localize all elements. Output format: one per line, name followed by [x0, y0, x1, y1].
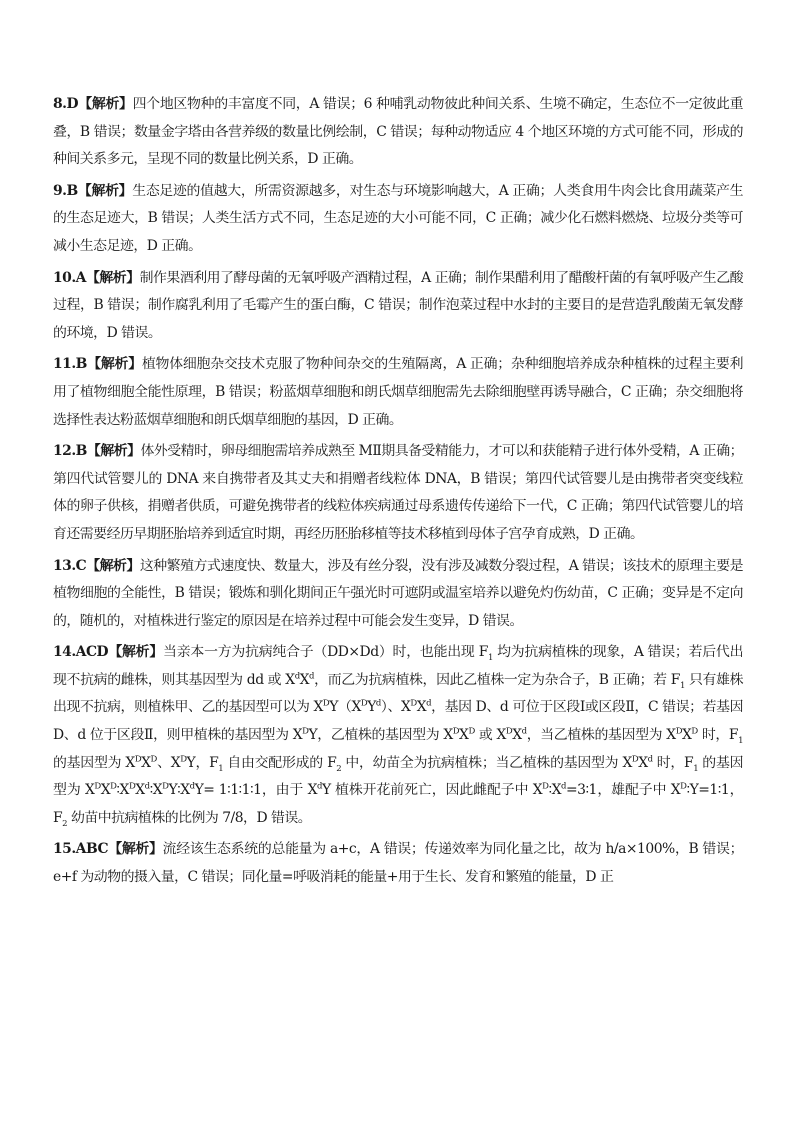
explanation-text: 体外受精时，卵母细胞需培养成熟至 MⅡ期具备受精能力，才可以和获能精子进行体外受精，A 正确；第四代试管婴儿的 DNA 来自携带者及其丈夫和捐赠者线粒体 DNA，B 错误；第四代试管婴儿是由携带者突变线粒体的卵子供核，捐赠者供质，可避免携带者的线粒体疾病通过母系遗传传递给下一代，C 正确；第四代试管婴儿的培育还需要经历早期胚胎培养到适宜时期，再经历胚胎移植等技术移植到母体子宫孕育成熟，D 正确。	[53, 443, 743, 542]
answer-explanation-document	[53, 91, 743, 892]
explanation-text: Y= 1∶1∶1∶1，由于 X	[194, 782, 318, 799]
superscript: d	[317, 781, 322, 792]
explanation-text: ）、X	[380, 699, 411, 716]
subscript: 2	[336, 763, 342, 774]
analysis-label: 【解析】	[108, 841, 163, 858]
explanation-text: 的基因型为 X	[53, 754, 743, 799]
explanation-text: Y（X	[329, 699, 361, 716]
superscript: D	[150, 754, 157, 765]
superscript: D	[410, 698, 417, 709]
question-explanation	[53, 553, 743, 636]
subscript: 1	[487, 653, 493, 664]
analysis-label: 【解析】	[86, 557, 140, 574]
explanation-text: 植物体细胞杂交技术克服了物种间杂交的生殖隔离，A 正确；杂种细胞培养成杂种植株的过程主要利用了植物细胞全能性原理，B 错误；粉蓝烟草细胞和朗氏烟草细胞需先去除细胞壁再诱导融合，C 正确；杂交细胞将选择性表达粉蓝烟草细胞和朗氏烟草细胞的基因，D 正确。	[53, 356, 743, 428]
explanation-text: X	[682, 727, 692, 744]
question-answer: 12.B	[53, 443, 87, 460]
question-answer: 15.ABC	[53, 841, 108, 858]
question-explanation	[53, 178, 743, 261]
superscript: D	[134, 754, 142, 765]
explanation-text: ∶X	[548, 782, 562, 799]
superscript: D	[162, 781, 169, 792]
superscript: D	[94, 781, 101, 792]
explanation-text: X	[135, 782, 145, 799]
explanation-text: ∶Y=1∶1， F	[53, 782, 743, 826]
explanation-text: 时，F	[697, 727, 739, 744]
superscript: D	[110, 781, 117, 792]
explanation-text: 的基因型为 X	[53, 754, 135, 771]
question-explanation	[53, 91, 743, 174]
subscript: 2	[62, 818, 68, 829]
explanation-text: X	[141, 754, 151, 771]
analysis-label: 【解析】	[86, 443, 141, 460]
analysis-label: 【解析】	[86, 356, 142, 373]
superscript: D	[542, 781, 549, 792]
explanation-text: ∶X	[149, 782, 163, 799]
explanation-text: Y，F	[186, 754, 219, 771]
explanation-text: =3∶1，雄配子中 X	[565, 782, 681, 799]
superscript: d	[144, 781, 150, 792]
superscript: d	[189, 781, 195, 792]
superscript: d	[294, 671, 300, 682]
explanation-text: ，基因 D、d 可位于区段Ⅰ或区段Ⅱ，C 错误；若基因 D、d 位于区段Ⅱ，则甲植株的基因型为 X	[53, 699, 743, 744]
subscript: 1	[738, 735, 743, 746]
superscript: d	[426, 698, 432, 709]
explanation-text: 当亲本一方为抗病纯合子（DD×Dd）时，也能出现 F	[163, 644, 488, 661]
superscript: D	[691, 726, 698, 737]
superscript: d	[647, 754, 653, 765]
explanation-text: ∶X	[116, 782, 129, 799]
question-answer: 8.D	[53, 96, 79, 112]
question-answer: 14.ACD	[53, 644, 109, 661]
explanation-text: 四个地区物种的丰富度不同，A 错误；6 种哺乳动物彼此种间关系、生境不确定，生态位不一定彼此重叠，B 错误；数量金字塔由各营养级的数量比例绘制，C 错误；每种动物适应 4 个地区环境的方式可能不同，形成的种间关系多元，呈现不同的数量比例关系，D 正确。	[53, 96, 743, 168]
superscript: D	[680, 781, 687, 792]
superscript: d	[561, 781, 566, 792]
explanation-text: ，而乙为抗病植株，因此乙植株一定为杂合子，B 正确；若 F	[313, 671, 680, 688]
question-answer: 10.A	[53, 269, 86, 286]
explanation-text: Y 植株开花前死亡，因此雌配子中 X	[322, 782, 543, 799]
question-explanation	[53, 265, 743, 348]
explanation-text: 流经该生态系统的总能量为 a+c，A 错误；传递效率为同化量之比，故为 h/a×100%，B 错误；e+f 为动物的摄入量，C 错误；同化量=呼吸消耗的能量+用于生长、发育和繁殖的能量，D 正	[53, 841, 743, 886]
superscript: d	[375, 698, 381, 709]
analysis-label: 【解析】	[108, 644, 164, 661]
explanation-text: Y	[367, 699, 376, 716]
question-answer: 13.C	[53, 557, 87, 574]
analysis-label: 【解析】	[78, 96, 133, 112]
subscript: 1	[693, 763, 699, 774]
superscript: D	[302, 726, 309, 737]
explanation-text: X	[416, 699, 427, 716]
superscript: D	[128, 781, 136, 792]
question-answer: 9.B	[53, 182, 78, 199]
superscript: D	[180, 754, 187, 765]
analysis-label: 【解析】	[77, 182, 133, 199]
explanation-text: X	[299, 671, 310, 688]
explanation-text: 生态足迹的值越大，所需资源越多，对生态与环境影响越大，A 正确；人类食用牛肉会比食用蔬菜产生的生态足迹大，B 错误；人类生活方式不同，生态足迹的大小可能不同，C 正确；减少化石燃料燃烧、垃圾分类等可减小生态足迹，D 正确。	[53, 182, 743, 254]
explanation-text: 时，F	[652, 754, 694, 771]
explanation-text: 只有雄株出现不抗病，则植株甲、乙的基因型可以为 X	[53, 671, 743, 716]
explanation-text: 均为抗病植株的现象，A 错误；若后代出现不抗病的雌株，则其基因型为 dd 或 X	[53, 644, 744, 688]
explanation-text: X	[459, 727, 469, 744]
superscript: D	[675, 726, 683, 737]
superscript: D	[360, 698, 368, 709]
superscript: D	[322, 698, 330, 709]
subscript: 1	[218, 763, 224, 774]
explanation-text: X	[638, 754, 648, 771]
explanation-text: Y∶X	[168, 782, 190, 799]
question-explanation	[53, 438, 743, 548]
subscript: 1	[679, 680, 685, 691]
explanation-text: X	[512, 727, 522, 744]
explanation-text: 这种繁殖方式速度快、数量大，涉及有丝分裂，没有涉及减数分裂过程，A 错误；该技术的原理主要是植物细胞的全能性，B 错误；锻炼和驯化期间正午强光时可遮阴或温室培养以避免灼伤幼苗，C 正确；变异是不定向的，随机的，对植株进行鉴定的原因是在培养过程中可能会发生变异，D 错误。	[53, 557, 743, 629]
explanation-text: ，当乙植株的基因型为 X	[526, 727, 676, 744]
explanation-text: 幼苗中抗病植株的比例为 7/8，D 错误。	[67, 809, 312, 826]
superscript: D	[631, 754, 639, 765]
superscript: d	[521, 726, 527, 737]
analysis-label: 【解析】	[85, 269, 140, 286]
superscript: D	[452, 726, 460, 737]
explanation-text: 中，幼苗全为抗病植株；当乙植株的基因型为 X	[341, 754, 632, 771]
explanation-text: 制作果酒利用了酵母菌的无氧呼吸产酒精过程，A 正确；制作果醋利用了醋酸杆菌的有氧呼吸产生乙酸过程，B 错误；制作腐乳利用了毛霉产生的蛋白酶，C 错误；制作泡菜过程中水封的主要目的是营造乳酸菌无氧发酵的环境，D 错误。	[53, 269, 743, 341]
superscript: D	[505, 726, 513, 737]
question-answer: 11.B	[53, 356, 87, 373]
explanation-text: 自由交配形成的 F	[223, 754, 337, 771]
superscript: D	[468, 726, 475, 737]
superscript: d	[309, 671, 314, 682]
question-explanation	[53, 351, 743, 434]
explanation-text: 或 X	[474, 727, 506, 744]
question-explanation	[53, 639, 743, 832]
explanation-text: 、X	[156, 754, 181, 771]
explanation-text: Y，乙植株的基因型为 X	[308, 727, 453, 744]
question-explanation	[53, 836, 743, 891]
explanation-text: X	[100, 782, 111, 799]
